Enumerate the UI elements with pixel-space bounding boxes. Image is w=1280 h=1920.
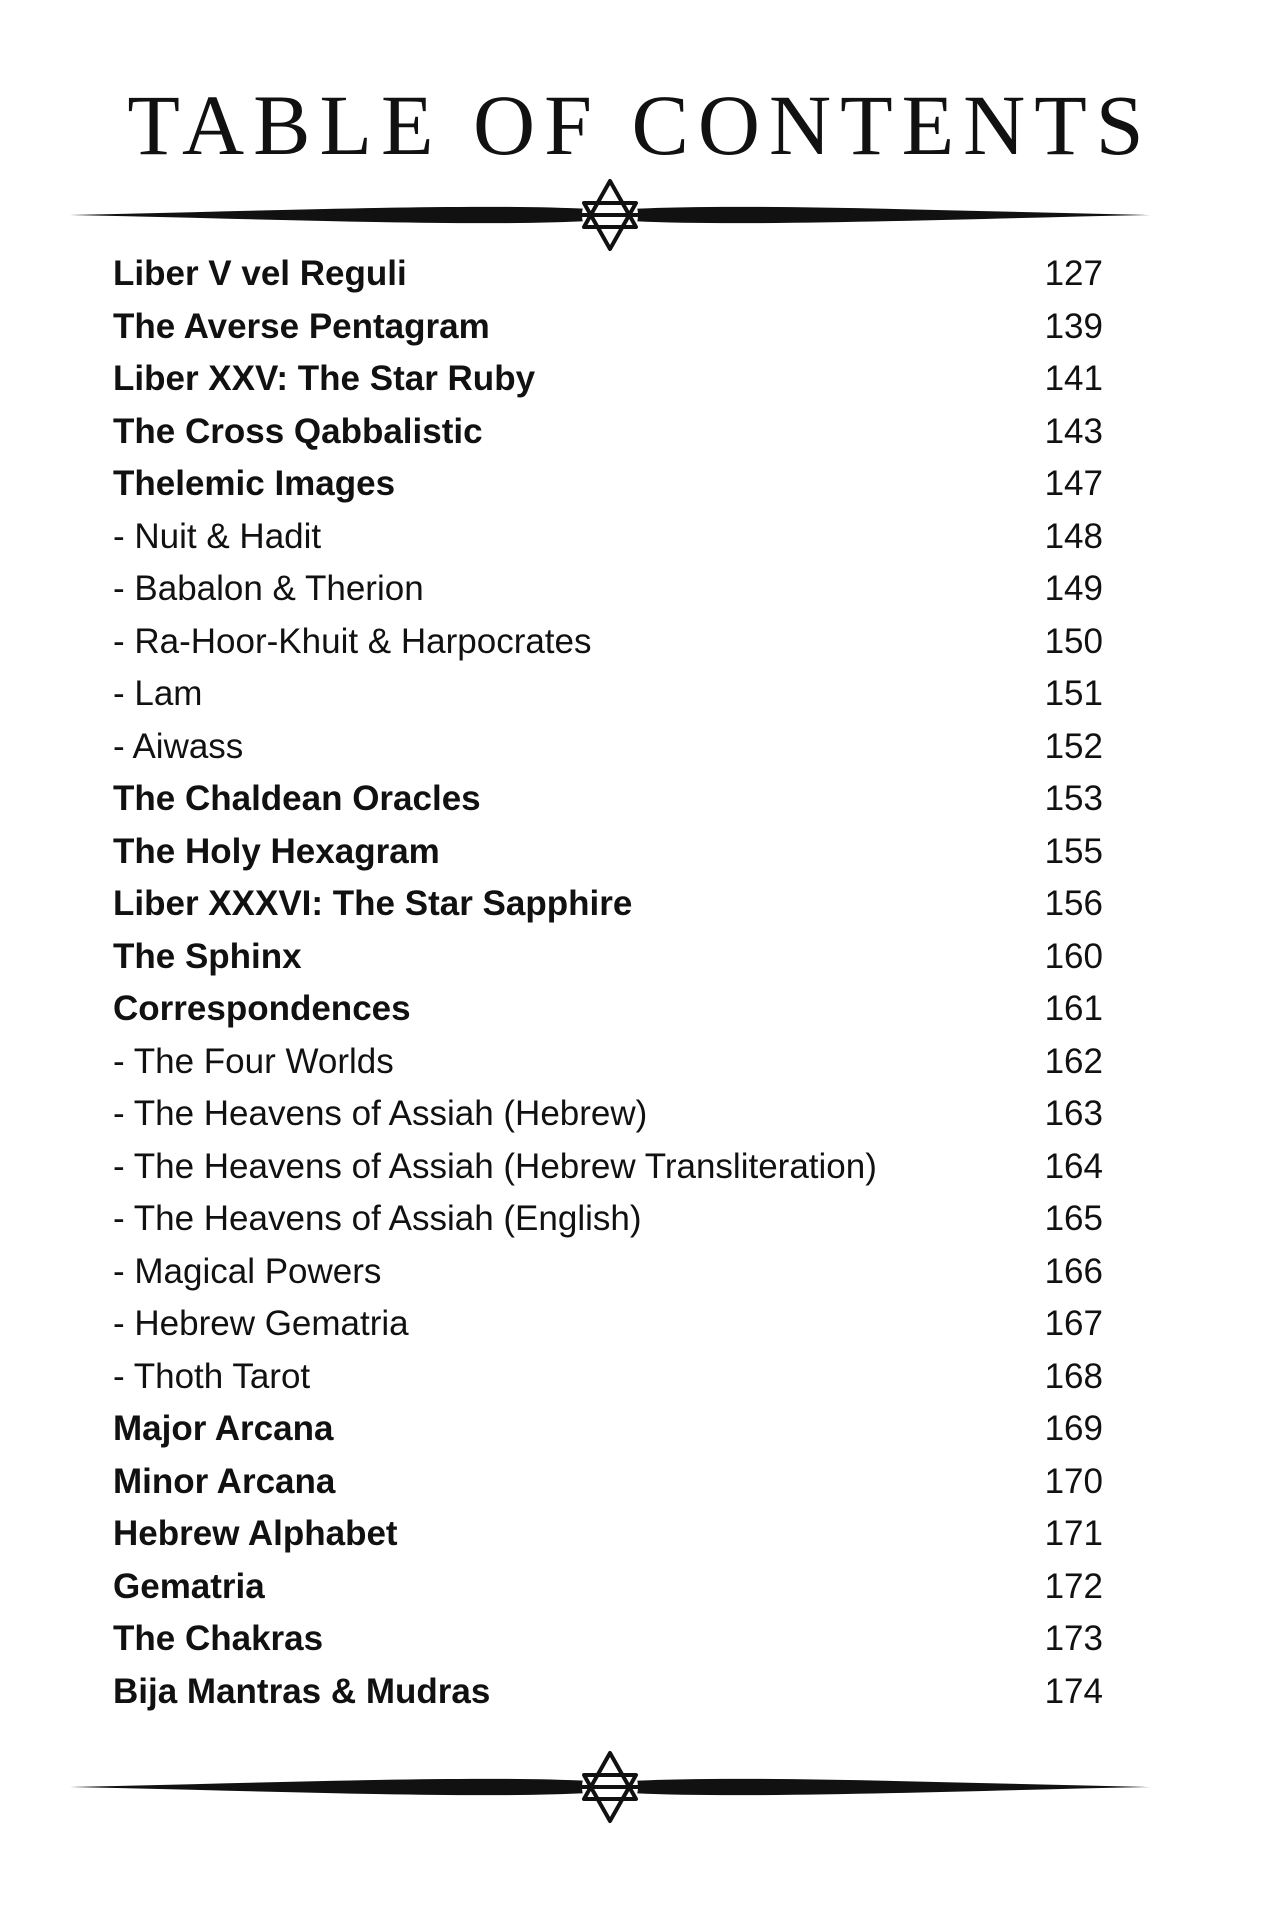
toc-entry-title: - Lam <box>113 674 203 713</box>
toc-entry-title: - The Heavens of Assiah (Hebrew Transliteration) <box>113 1146 877 1186</box>
toc-entry-page-number: 156 <box>1044 884 1103 923</box>
toc-entry <box>113 406 1103 459</box>
toc-entry-page-number: 173 <box>1044 1619 1103 1658</box>
toc-entry-title: Major Arcana <box>113 1409 334 1448</box>
toc-entry <box>113 511 1103 564</box>
toc-entry-page-number: 172 <box>1044 1566 1103 1606</box>
toc-entry-page-number: 160 <box>1044 936 1103 976</box>
toc-entry-title: The Cross Qabbalistic <box>113 411 483 451</box>
toc-entry-page-number: 162 <box>1044 1041 1103 1081</box>
toc-entry-page-number: 165 <box>1044 1199 1103 1238</box>
toc-entry-page-number: 164 <box>1044 1146 1103 1186</box>
toc-entry <box>113 1141 1103 1194</box>
unicursal-hexagram-divider-icon <box>70 175 1150 255</box>
toc-entry <box>113 458 1103 511</box>
toc-entry-page-number: 153 <box>1044 779 1103 818</box>
toc-entry-page-number: 127 <box>1044 254 1103 293</box>
toc-entry <box>113 353 1103 406</box>
toc-entry-title: Liber V vel Reguli <box>113 254 407 293</box>
toc-entry-page-number: 174 <box>1044 1671 1103 1711</box>
toc-entry-page-number: 163 <box>1044 1094 1103 1133</box>
toc-entry-page-number: 141 <box>1044 359 1103 398</box>
toc-entry <box>113 301 1103 354</box>
toc-entry-title: The Averse Pentagram <box>113 306 490 346</box>
toc-entry <box>113 668 1103 721</box>
toc-entry <box>113 1456 1103 1509</box>
toc-entry <box>113 1613 1103 1666</box>
toc-entry-title: - The Heavens of Assiah (English) <box>113 1199 642 1238</box>
toc-list <box>113 248 1103 1718</box>
toc-entry <box>113 1561 1103 1614</box>
toc-entry <box>113 1666 1103 1719</box>
toc-entry-page-number: 167 <box>1044 1304 1103 1343</box>
toc-entry-title: Correspondences <box>113 989 411 1028</box>
toc-entry-page-number: 168 <box>1044 1356 1103 1396</box>
toc-entry-title: - Magical Powers <box>113 1251 382 1291</box>
toc-entry-page-number: 171 <box>1044 1514 1103 1553</box>
toc-entry-page-number: 166 <box>1044 1251 1103 1291</box>
toc-entry-title: The Holy Hexagram <box>113 831 440 871</box>
toc-entry-title: Thelemic Images <box>113 464 396 503</box>
toc-entry <box>113 983 1103 1036</box>
toc-entry-title: - Nuit & Hadit <box>113 516 322 556</box>
toc-entry-page-number: 143 <box>1044 411 1103 451</box>
toc-entry <box>113 1403 1103 1456</box>
toc-entry-title: Bija Mantras & Mudras <box>113 1671 491 1711</box>
toc-entry <box>113 826 1103 879</box>
toc-entry <box>113 1246 1103 1299</box>
toc-entry <box>113 878 1103 931</box>
toc-entry <box>113 1508 1103 1561</box>
toc-entry <box>113 616 1103 669</box>
page-title: TABLE OF CONTENTS <box>127 77 1153 173</box>
toc-entry-page-number: 149 <box>1044 569 1103 608</box>
toc-entry <box>113 931 1103 984</box>
toc-entry-page-number: 147 <box>1044 464 1103 503</box>
unicursal-hexagram-divider-icon <box>70 1747 1150 1827</box>
toc-entry-page-number: 170 <box>1044 1461 1103 1501</box>
toc-entry <box>113 1036 1103 1089</box>
toc-entry-title: - Ra-Hoor-Khuit & Harpocrates <box>113 621 592 661</box>
toc-entry-page-number: 150 <box>1044 621 1103 661</box>
toc-entry-title: - Aiwass <box>113 726 244 766</box>
toc-entry-title: - The Heavens of Assiah (Hebrew) <box>113 1094 648 1133</box>
toc-entry-title: Liber XXXVI: The Star Sapphire <box>113 884 633 923</box>
toc-entry-title: The Chakras <box>113 1619 324 1658</box>
toc-entry-page-number: 148 <box>1044 516 1103 556</box>
toc-entry-title: The Chaldean Oracles <box>113 779 481 818</box>
toc-entry <box>113 773 1103 826</box>
toc-entry-title: - Babalon & Therion <box>113 569 424 608</box>
toc-entry-title: - The Four Worlds <box>113 1041 394 1081</box>
toc-entry <box>113 248 1103 301</box>
toc-entry-title: Hebrew Alphabet <box>113 1514 398 1553</box>
toc-entry-page-number: 151 <box>1044 674 1103 713</box>
toc-entry-page-number: 139 <box>1044 306 1103 346</box>
toc-entry-title: Liber XXV: The Star Ruby <box>113 359 536 398</box>
toc-entry-page-number: 152 <box>1044 726 1103 766</box>
toc-entry-title: The Sphinx <box>113 936 302 976</box>
toc-entry-title: - Thoth Tarot <box>113 1356 311 1396</box>
toc-entry <box>113 1298 1103 1351</box>
toc-entry <box>113 721 1103 774</box>
toc-entry-title: Minor Arcana <box>113 1461 336 1501</box>
toc-entry-title: Gematria <box>113 1566 265 1606</box>
toc-entry <box>113 1088 1103 1141</box>
toc-entry <box>113 1351 1103 1404</box>
toc-entry-title: - Hebrew Gematria <box>113 1304 409 1343</box>
toc-entry <box>113 1193 1103 1246</box>
toc-entry-page-number: 161 <box>1044 989 1103 1028</box>
toc-entry-page-number: 155 <box>1044 831 1103 871</box>
toc-entry-page-number: 169 <box>1044 1409 1103 1448</box>
toc-entry <box>113 563 1103 616</box>
